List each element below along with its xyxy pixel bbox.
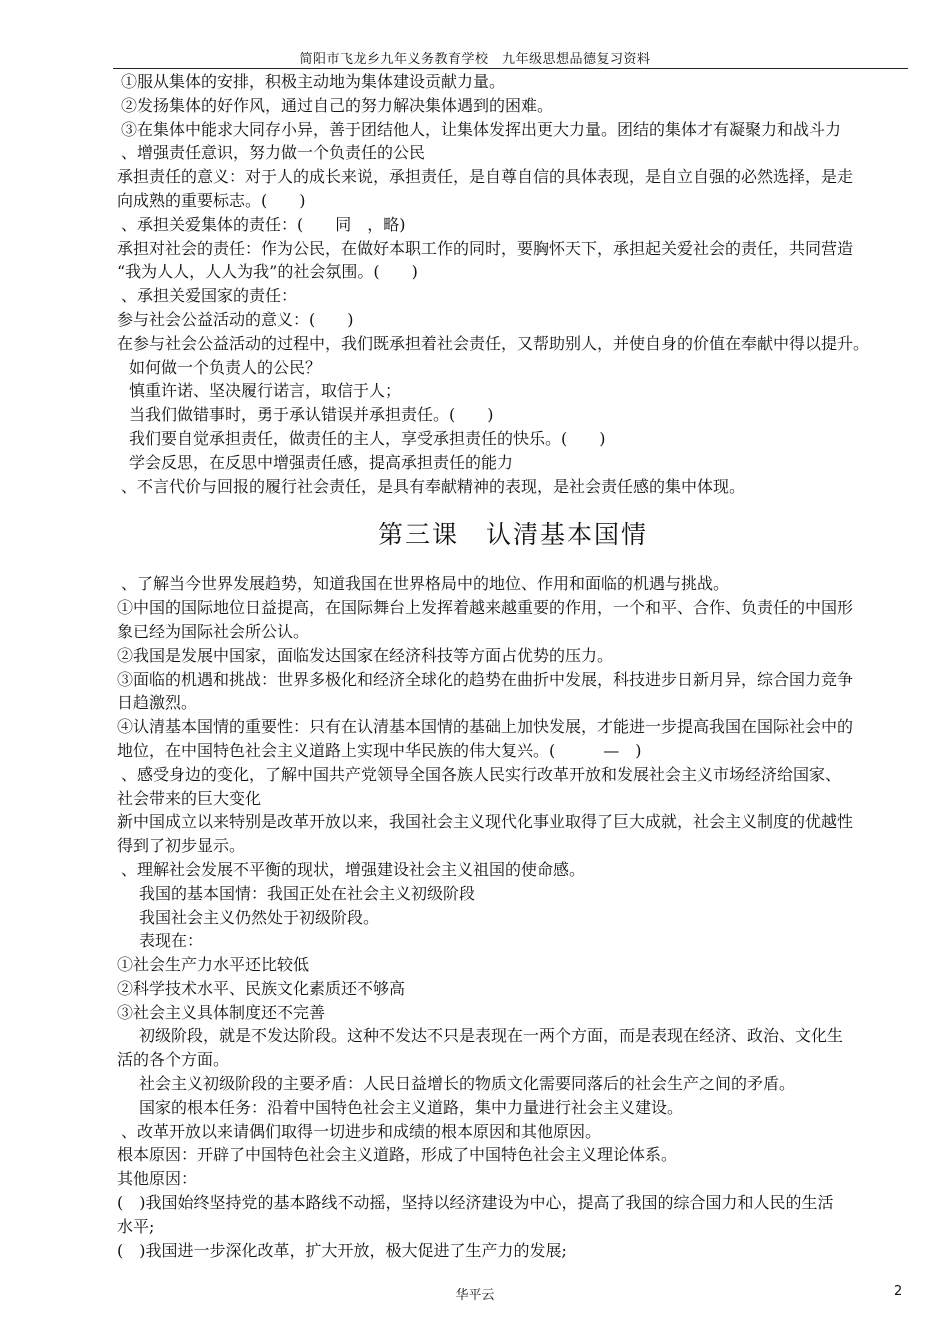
text-line: 、承担关爱国家的责任： [121, 286, 298, 306]
text-line: 根本原因：开辟了中国特色社会主义道路，形成了中国特色社会主义理论体系。 [117, 1145, 678, 1165]
text-line: 社会带来的巨大变化 [117, 788, 262, 808]
text-line: 、不言代价与回报的履行社会责任，是具有奉献精神的表现，是社会责任感的集中体现。 [121, 476, 746, 496]
text-line: ②发扬集体的好作风，通过自己的努力解决集体遇到的困难。 [121, 95, 554, 115]
text-line: ②我国是发展中国家，面临发达国家在经济科技等方面占优势的压力。 [117, 645, 614, 665]
text-line: 如何做一个负责人的公民？ [129, 357, 322, 377]
page-header: 简阳市飞龙乡九年义务教育学校 九年级思想品德复习资料 [299, 52, 651, 67]
text-line: 我国的基本国情：我国正处在社会主义初级阶段 [139, 883, 476, 903]
text-line: 、增强责任意识，努力做一个负责任的公民 [121, 143, 426, 163]
text-line: 地位，在中国特色社会主义道路上实现中华民族的伟大复兴。( — ) [117, 740, 642, 760]
header-rule [113, 68, 908, 69]
text-line: 参与社会公益活动的意义：( ) [117, 309, 354, 329]
responsibility-section [117, 70, 909, 498]
text-line: ②科学技术水平、民族文化素质还不够高 [117, 978, 406, 998]
text-line: 、感受身边的变化，了解中国共产党领导全国各族人民实行改革开放和发展社会主义市场经济给国家、 [121, 764, 842, 784]
text-line: ( )我国进一步深化改革，扩大开放，极大促进了生产力的发展; [117, 1240, 567, 1260]
text-line: 、了解当今世界发展趋势，知道我国在世界格局中的地位、作用和面临的机遇与挑战。 [121, 574, 730, 594]
national-conditions-section [117, 572, 909, 1262]
text-line: 其他原因： [117, 1169, 198, 1189]
text-line: 国家的根本任务：沿着中国特色社会主义道路，集中力量进行社会主义建设。 [139, 1097, 684, 1117]
text-line: 、改革开放以来请偶们取得一切进步和成绩的根本原因和其他原因。 [121, 1121, 602, 1141]
text-line: ③社会主义具体制度还不完善 [117, 1002, 326, 1022]
text-line: 日趋激烈。 [117, 693, 198, 713]
page-footer: 华平云 [455, 1288, 495, 1303]
document-body [117, 70, 909, 1262]
text-line: 我国社会主义仍然处于初级阶段。 [139, 907, 380, 927]
text-line: 、承担关爱集体的责任：( 同 ，略) [121, 214, 406, 234]
text-line: 水平; [117, 1216, 155, 1236]
text-line: 在参与社会公益活动的过程中，我们既承担着社会责任，又帮助别人，并使自身的价值在奉献中得以提升。 [117, 333, 870, 353]
text-line: 我们要自觉承担责任，做责任的主人，享受承担责任的快乐。( ) [129, 428, 606, 448]
text-line: 社会主义初级阶段的主要矛盾：人民日益增长的物质文化需要同落后的社会生产之间的矛盾。 [139, 1074, 796, 1094]
text-line: 、理解社会发展不平衡的现状，增强建设社会主义祖国的使命感。 [121, 859, 586, 879]
text-line: ( )我国始终坚持党的基本路线不动摇，坚持以经济建设为中心，提高了我国的综合国力和人民的生活 [117, 1193, 834, 1213]
text-line: 表现在： [139, 931, 204, 951]
text-line: 得到了初步显示。 [117, 836, 246, 856]
text-line: 承担对社会的责任：作为公民，在做好本职工作的同时，要胸怀天下，承担起关爱社会的责任，共同营造 [117, 238, 854, 258]
text-line: ④认清基本国情的重要性：只有在认清基本国情的基础上加快发展，才能进一步提高我国在国际社会中的 [117, 717, 854, 737]
text-line: ①社会生产力水平还比较低 [117, 955, 310, 975]
text-line: ③面临的机遇和挑战：世界多极化和经济全球化的趋势在曲折中发展，科技进步日新月异，综合国力竞争 [117, 669, 854, 689]
text-line: ①服从集体的安排，积极主动地为集体建设贡献力量。 [121, 72, 506, 91]
text-line: 当我们做错事时，勇于承认错误并承担责任。( ) [129, 405, 494, 425]
text-line: ①中国的国际地位日益提高，在国际舞台上发挥着越来越重要的作用，一个和平、合作、负责任的中国形 [117, 598, 854, 618]
text-line: 学会反思，在反思中增强责任感，提高承担责任的能力 [129, 452, 514, 472]
text-line: 活的各个方面。 [117, 1050, 230, 1070]
text-line: ③在集体中能求大同存小异，善于团结他人，让集体发挥出更大力量。团结的集体才有凝聚力和战斗力 [121, 119, 842, 139]
text-line: “我为人人，人人为我”的社会氛围。( ) [117, 262, 418, 282]
page-number: 2 [894, 1284, 903, 1299]
text-line: 初级阶段，就是不发达阶段。这种不发达不只是表现在一两个方面，而是表现在经济、政治、文化生 [139, 1026, 844, 1046]
text-line: 向成熟的重要标志。( ) [117, 190, 306, 210]
text-line: 承担责任的意义：对于人的成长来说，承担责任，是自尊自信的具体表现，是自立自强的必然选择，是走 [117, 167, 854, 187]
text-line: 新中国成立以来特别是改革开放以来，我国社会主义现代化事业取得了巨大成就，社会主义制度的优越性 [117, 812, 854, 832]
text-line: 慎重许诺、坚决履行诺言，取信于人； [129, 381, 402, 401]
section-title: 第三课 认清基本国情 [377, 520, 648, 550]
text-line: 象已经为国际社会所公认。 [117, 621, 310, 641]
